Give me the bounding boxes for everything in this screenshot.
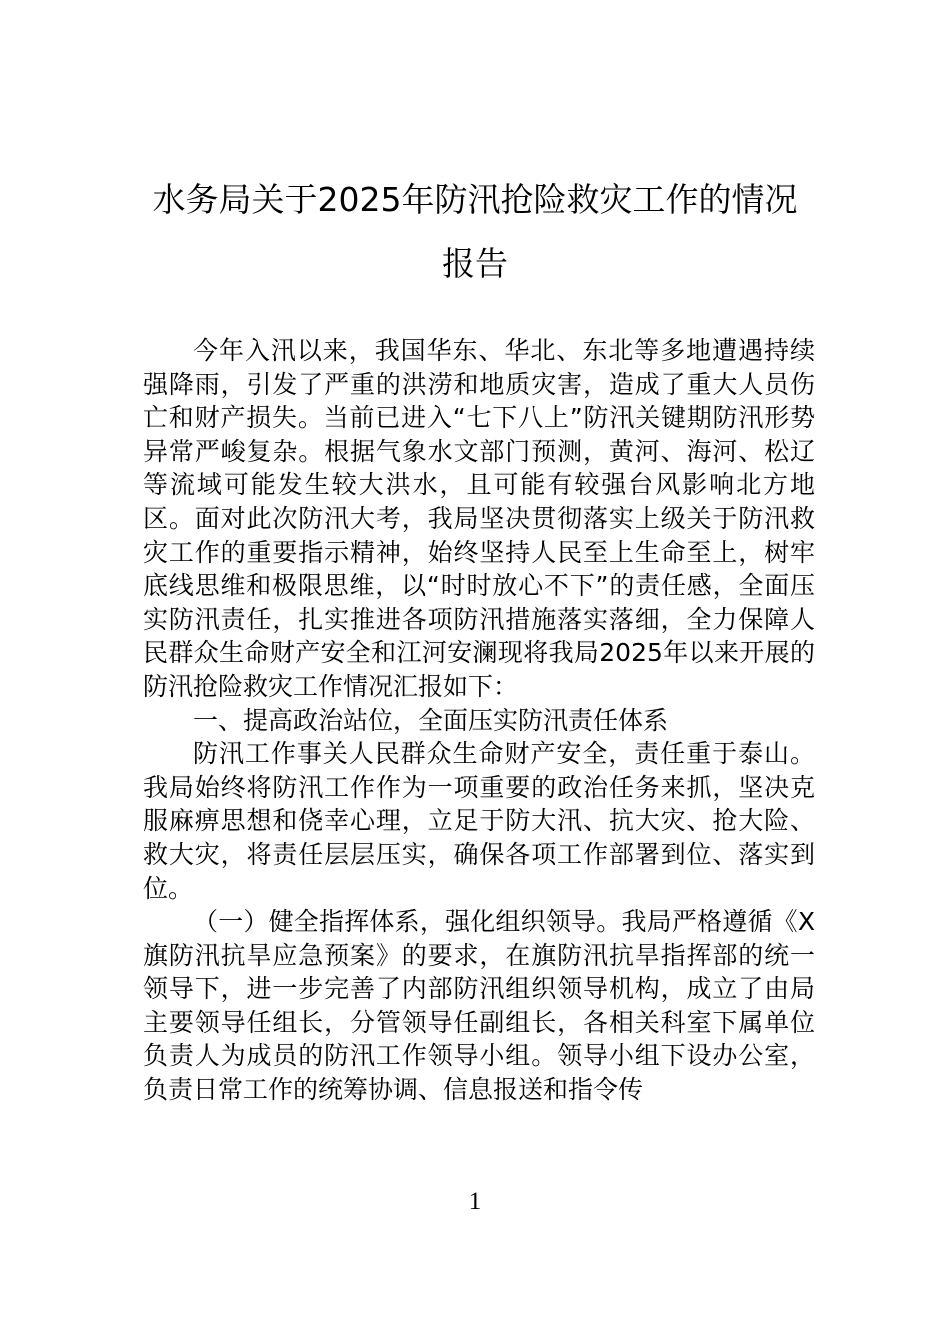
document-body	[143, 334, 815, 1107]
section-heading: 一、提高政治站位，全面压实防汛责任体系	[193, 705, 669, 735]
page-number: 1	[468, 1188, 482, 1215]
subsection-paragraph: （一）健全指挥体系，强化组织领导。我局严格遵循《X旗防汛抗旱应急预案》的要求，在旗防汛抗旱指挥部的统一领导下，进一步完善了内部防汛组织领导机构，成立了由局主要领导任组长，分管领导任副组长，各相关科室下属单位负责人为成员的防汛工作领导小组。领导小组下设办公室，负责日常工作的统筹协调、信息报送和指令传	[143, 907, 815, 1105]
document-title: 水务局关于2025年防汛抢险救灾工作的情况报告	[152, 180, 798, 283]
intro-paragraph: 今年入汛以来，我国华东、华北、东北等多地遭遇持续强降雨，引发了严重的洪涝和地质灾害，造成了重大人员伤亡和财产损失。当前已进入“七下八上”防汛关键期防汛形势异常严峻复杂。根据气象水文部门预测，黄河、海河、松辽等流域可能发生较大洪水，且可能有较强台风影响北方地区。面对此次防汛大考，我局坚决贯彻落实上级关于防汛救灾工作的重要指示精神，始终坚持人民至上生命至上，树牢底线思维和极限思维，以“时时放心不下”的责任感，全面压实防汛责任，扎实推进各项防汛措施落实落细，全力保障人民群众生命财产安全和江河安澜现将我局2025年以来开展的防汛抢险救灾工作情况汇报如下：	[143, 336, 815, 701]
section-paragraph: 防汛工作事关人民群众生命财产安全，责任重于泰山。我局始终将防汛工作作为一项重要的政治任务来抓，坚决克服麻痹思想和侥幸心理，立足于防大汛、抗大灾、抢大险、救大灾，将责任层层压实，确保各项工作部署到位、落实到位。	[143, 739, 815, 903]
